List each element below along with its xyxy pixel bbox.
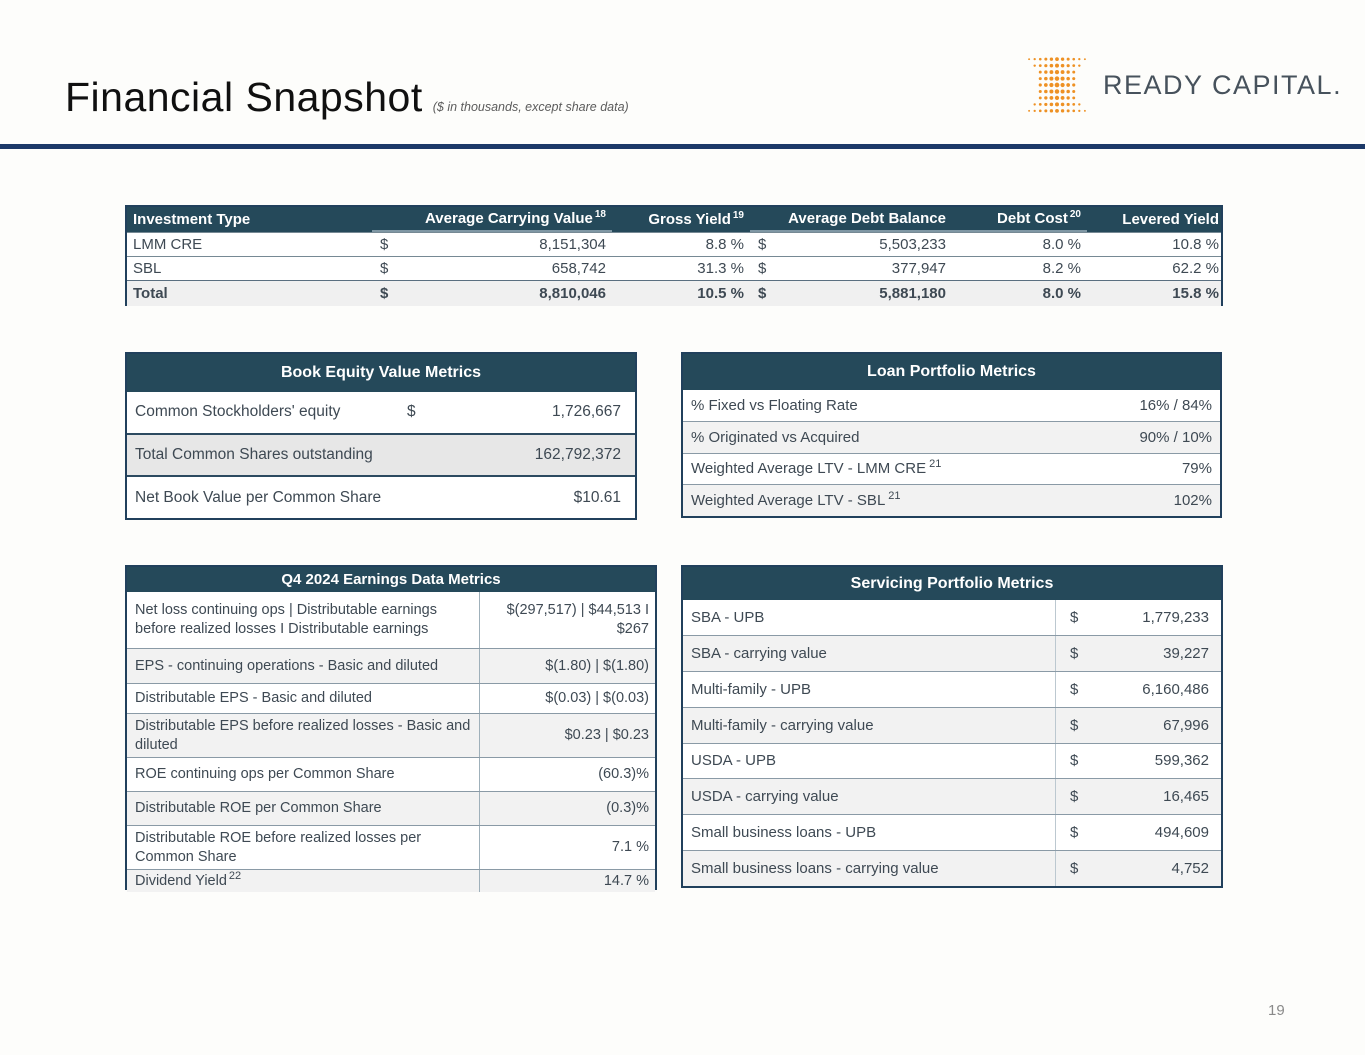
debt-cost: 8.0 % (1042, 285, 1081, 302)
table-row (683, 635, 1221, 671)
metric-label: Weighted Average LTV - SBL (691, 492, 886, 510)
table-row (127, 592, 655, 648)
levered-yield: 10.8 % (1172, 236, 1219, 253)
metric-value: (0.3)% (479, 792, 655, 825)
avg-debt-balance: $ 5,881,180 (758, 285, 946, 302)
table-row (127, 791, 655, 825)
footnote-ref: 21 (929, 458, 942, 471)
currency-symbol: $ (380, 236, 389, 253)
col-header-avg-carrying-value: Average Carrying Value 18 (372, 207, 612, 232)
metric-value: 494,609 (1154, 824, 1209, 842)
table-row (127, 392, 635, 433)
metric-label: USDA - carrying value (691, 788, 839, 806)
table-row (683, 390, 1220, 421)
metric-label: % Originated vs Acquired (691, 428, 860, 446)
metric-value: $(297,517) | $44,513 I $267 (479, 592, 655, 648)
metric-label: Distributable ROE per Common Share (135, 800, 382, 817)
metric-label: Distributable EPS - Basic and diluted (135, 690, 372, 707)
page-subtitle: ($ in thousands, except share data) (432, 100, 629, 114)
page-number: 19 (1268, 1002, 1285, 1019)
metric-value: 16% / 84% (1139, 396, 1212, 414)
col-header-investment-type: Investment Type (133, 211, 251, 228)
metric-value: 14.7 % (479, 870, 655, 892)
metric-value: 1,779,233 (1142, 608, 1209, 626)
metric-value: 162,792,372 (534, 446, 621, 463)
currency-symbol: $ (380, 260, 389, 277)
table-row (683, 707, 1221, 743)
table-title: Book Equity Value Metrics (127, 354, 635, 392)
ready-capital-logo (1026, 56, 1342, 114)
metric-value: $10.61 (573, 488, 621, 506)
logo-wordmark: READY CAPITAL. (1103, 69, 1343, 100)
table-row (127, 869, 655, 892)
metric-value: 7.1 % (479, 826, 655, 869)
investment-type: Total (133, 285, 168, 302)
currency-symbol: $ (758, 285, 767, 302)
col-header-levered-yield: Levered Yield (1122, 211, 1219, 228)
currency-symbol: $ (758, 260, 767, 277)
earnings-table (125, 565, 657, 890)
table-row (127, 256, 1221, 280)
table-row (127, 433, 635, 476)
page-title: Financial Snapshot (65, 74, 423, 120)
investment-type: SBL (133, 260, 162, 277)
metric-value: 6,160,486 (1142, 680, 1209, 698)
investment-summary-table (125, 205, 1223, 306)
currency-symbol: $ (1070, 860, 1079, 878)
table-total-row (127, 280, 1221, 306)
levered-yield: 62.2 % (1172, 260, 1219, 277)
investment-type: LMM CRE (133, 236, 203, 253)
metric-value: 39,227 (1163, 644, 1209, 662)
currency-symbol: $ (1070, 824, 1079, 842)
footnote-ref: 22 (228, 869, 242, 882)
metric-label: Multi-family - UPB (691, 680, 812, 698)
currency-symbol: $ (1070, 680, 1079, 698)
metric-label: Dividend Yield (135, 872, 227, 889)
currency-symbol: $ (1070, 608, 1079, 626)
col-header-avg-debt-balance: Average Debt Balance (750, 207, 952, 232)
avg-carrying-value: $ 8,151,304 (380, 236, 606, 253)
metric-value: (60.3)% (479, 758, 655, 791)
table-title: Q4 2024 Earnings Data Metrics (127, 567, 655, 592)
avg-debt-balance: $ 377,947 (758, 260, 946, 277)
currency-symbol: $ (407, 403, 416, 421)
metric-value: 102% (1173, 492, 1212, 510)
table-row (683, 814, 1221, 850)
metric-label: Weighted Average LTV - LMM CRE (691, 460, 927, 478)
servicing-table (681, 565, 1223, 888)
table-row (127, 648, 655, 683)
metric-value: 4,752 (1171, 860, 1209, 878)
gross-yield: 31.3 % (697, 260, 744, 277)
gross-yield: 10.5 % (697, 285, 744, 302)
metric-label: Small business loans - UPB (691, 824, 877, 842)
table-row (127, 825, 655, 869)
avg-debt-balance: $ 5,503,233 (758, 236, 946, 253)
levered-yield: 15.8 % (1172, 285, 1219, 302)
metric-label: ROE continuing ops per Common Share (135, 766, 395, 783)
currency-symbol: $ (1070, 752, 1079, 770)
metric-value: $0.23 | $0.23 (479, 714, 655, 757)
metric-label: Net Book Value per Common Share (135, 488, 382, 506)
table-row (127, 475, 635, 518)
book-equity-table (125, 352, 637, 520)
metric-value: $(0.03) | $(0.03) (479, 684, 655, 713)
table-row (127, 713, 655, 757)
table-title: Loan Portfolio Metrics (683, 354, 1220, 390)
table-row (683, 671, 1221, 707)
metric-value: 79% (1181, 460, 1212, 478)
table-row (683, 600, 1221, 635)
table-row (683, 850, 1221, 886)
metric-label: Distributable EPS before realized losses - Basic and diluted (135, 717, 471, 753)
table-row (683, 778, 1221, 814)
table-row (683, 743, 1221, 779)
metric-label: Common Stockholders' equity (135, 403, 341, 421)
metric-label: EPS - continuing operations - Basic and diluted (135, 657, 439, 674)
table-row (683, 453, 1220, 485)
table-title: Servicing Portfolio Metrics (683, 567, 1221, 600)
table-row (127, 757, 655, 791)
currency-symbol: $ (758, 236, 767, 253)
avg-carrying-value: $ 8,810,046 (380, 285, 606, 302)
gross-yield: 8.8 % (705, 236, 744, 253)
table-row (683, 484, 1220, 516)
metric-label: % Fixed vs Floating Rate (691, 396, 858, 414)
metric-label: Small business loans - carrying value (691, 860, 939, 878)
metric-value: 90% / 10% (1139, 428, 1212, 446)
currency-symbol: $ (1070, 788, 1079, 806)
metric-label: USDA - UPB (691, 752, 777, 770)
metric-value: 599,362 (1154, 752, 1209, 770)
table-row (127, 683, 655, 713)
header-divider (0, 144, 1365, 149)
metric-value: 16,465 (1163, 788, 1209, 806)
metric-value: 67,996 (1163, 716, 1209, 734)
currency-symbol: $ (380, 285, 389, 302)
debt-cost: 8.0 % (1042, 236, 1081, 253)
header (65, 74, 629, 121)
metric-value: 1,726,667 (552, 403, 621, 421)
metric-label: Distributable ROE before realized losses per Common Share (135, 829, 422, 865)
dot-globe-icon (1026, 56, 1088, 114)
avg-carrying-value: $ 658,742 (380, 260, 606, 277)
table-row (127, 232, 1221, 256)
debt-cost: 8.2 % (1042, 260, 1081, 277)
col-header-gross-yield: Gross Yield 19 (648, 209, 744, 228)
footnote-ref: 21 (888, 490, 901, 503)
col-header-debt-cost: Debt Cost 20 (952, 207, 1087, 232)
metric-label: SBA - UPB (691, 608, 765, 626)
currency-symbol: $ (1070, 644, 1079, 662)
metric-label: Total Common Shares outstanding (135, 446, 373, 463)
metric-label: Multi-family - carrying value (691, 716, 874, 734)
loan-portfolio-table (681, 352, 1222, 518)
currency-symbol: $ (1070, 716, 1079, 734)
metric-label: Net loss continuing ops | Distributable earnings before realized losses I Distributable earnings (135, 602, 437, 637)
metric-value: $(1.80) | $(1.80) (479, 649, 655, 683)
table-row (683, 421, 1220, 453)
table-header-row (127, 207, 1221, 232)
metric-label: SBA - carrying value (691, 644, 827, 662)
